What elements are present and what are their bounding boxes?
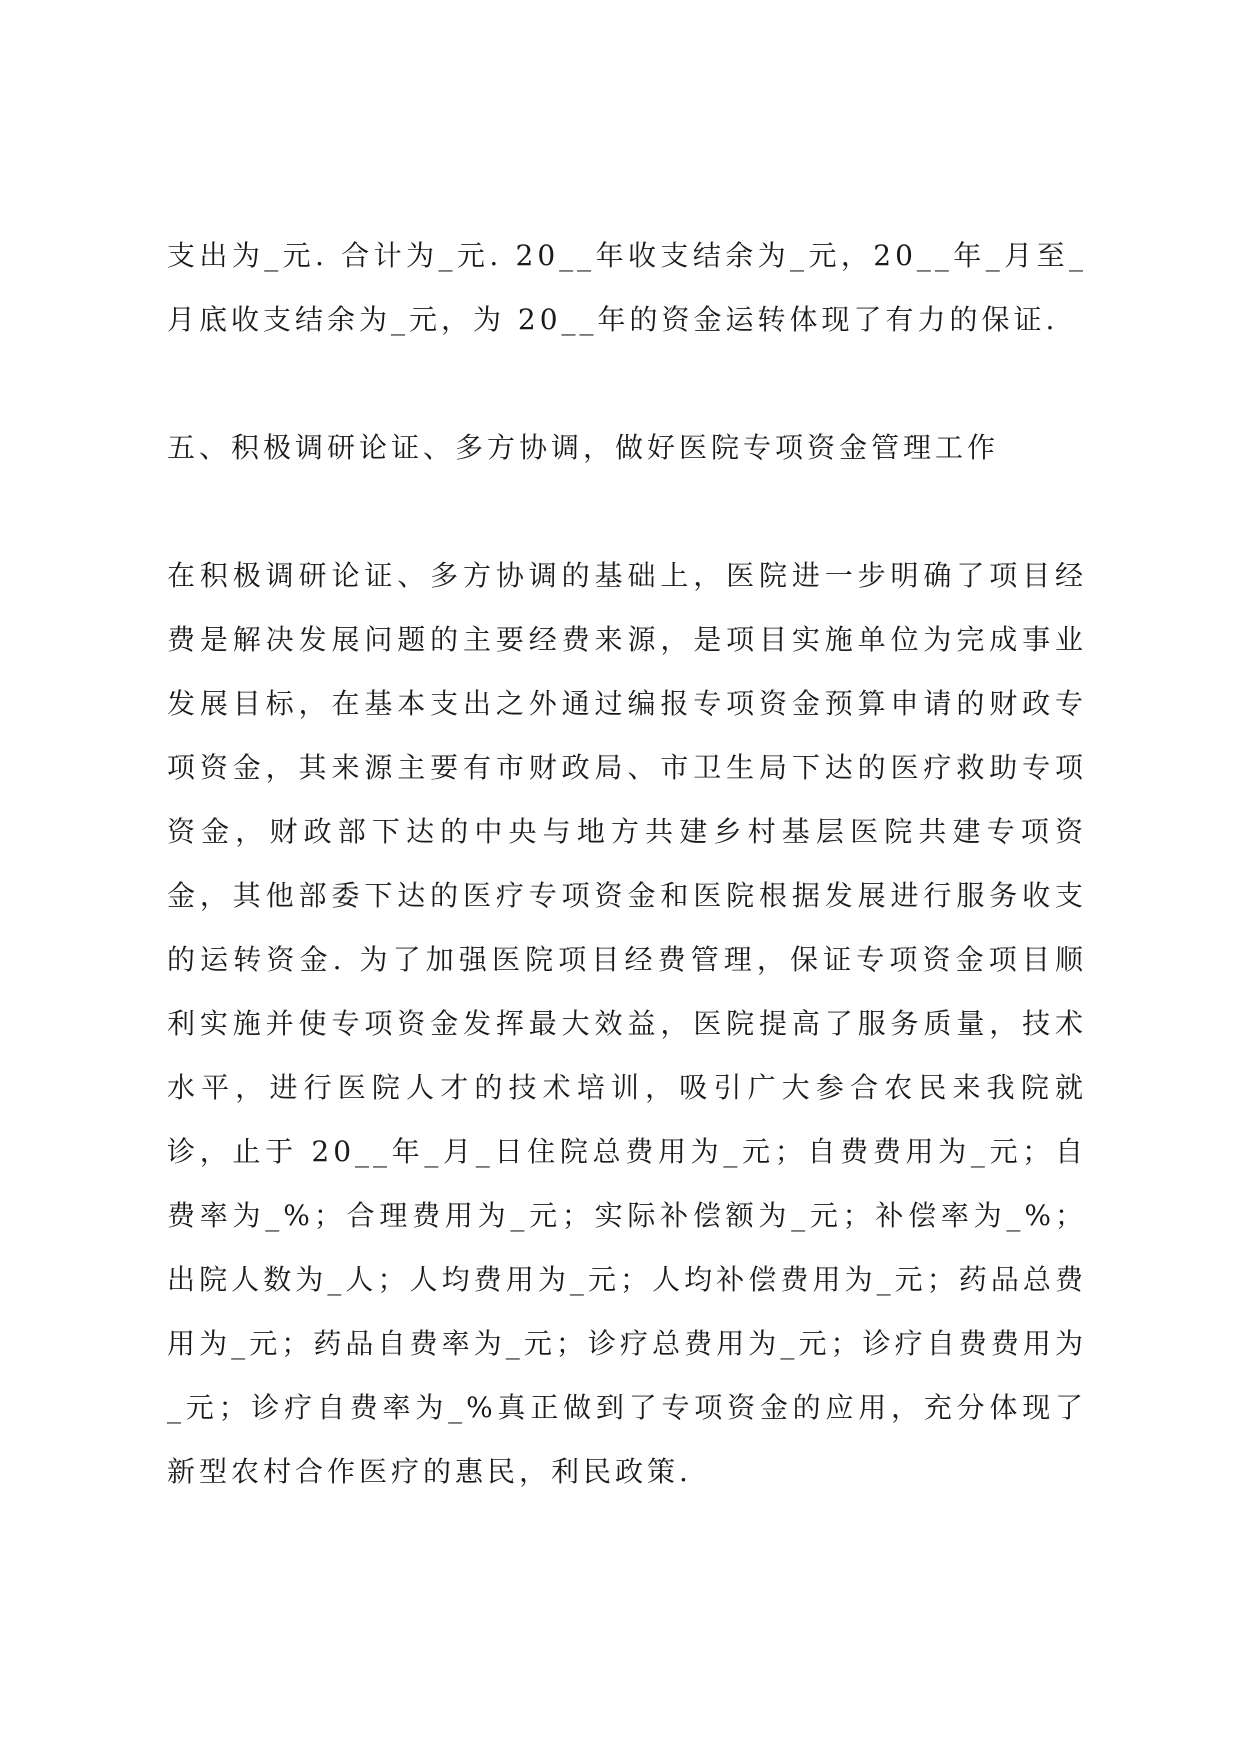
section-heading-five: 五、积极调研论证、多方协调，做好医院专项资金管理工作 — [167, 431, 1000, 464]
paragraph-spacer — [167, 480, 1087, 544]
paragraph-special-funds: 在积极调研论证、多方协调的基础上，医院进一步明确了项目经费是解决发展问题的主要经费来源，是项目实施单位为完成事业发展目标，在基本支出之外通过编报专项资金预算申请的财政专项资金，其来源主要有市财政局、市卫生局下达的医疗救助专项资金，财政部下达的中央与地方共建乡村基层医院共建专项资金，其他部委下达的医疗专项资金和医院根据发展进行服务收支的运转资金. 为了加强医院项目经费管理，保证专项资金项目顺利实施并使专项资金发挥最大效益，医院提高了服务质量，技术水平，进行医院人才的技术培训，吸引广大参合农民来我院就诊，止于 20__年_月_日住院总费用为_元；自费费用为_元；自费率为_%；合理费用为_元；实际补偿额为_元；补偿率为_%；出院人数为_人；人均费用为_元；人均补偿费用为_元；药品总费用为_元；药品自费率为_元；诊疗总费用为_元；诊疗自费费用为_元；诊疗自费率为_%真正做到了专项资金的应用，充分体现了新型农村合作医疗的惠民，利民政策. — [167, 559, 1087, 1488]
document-body — [167, 224, 1087, 1504]
paragraph-fund-balance: 支出为_元. 合计为_元. 20__年收支结余为_元，20__年_月至_月底收支结余为_元，为 20__年的资金运转体现了有力的保证. — [167, 239, 1087, 336]
paragraph-spacer — [167, 352, 1087, 416]
